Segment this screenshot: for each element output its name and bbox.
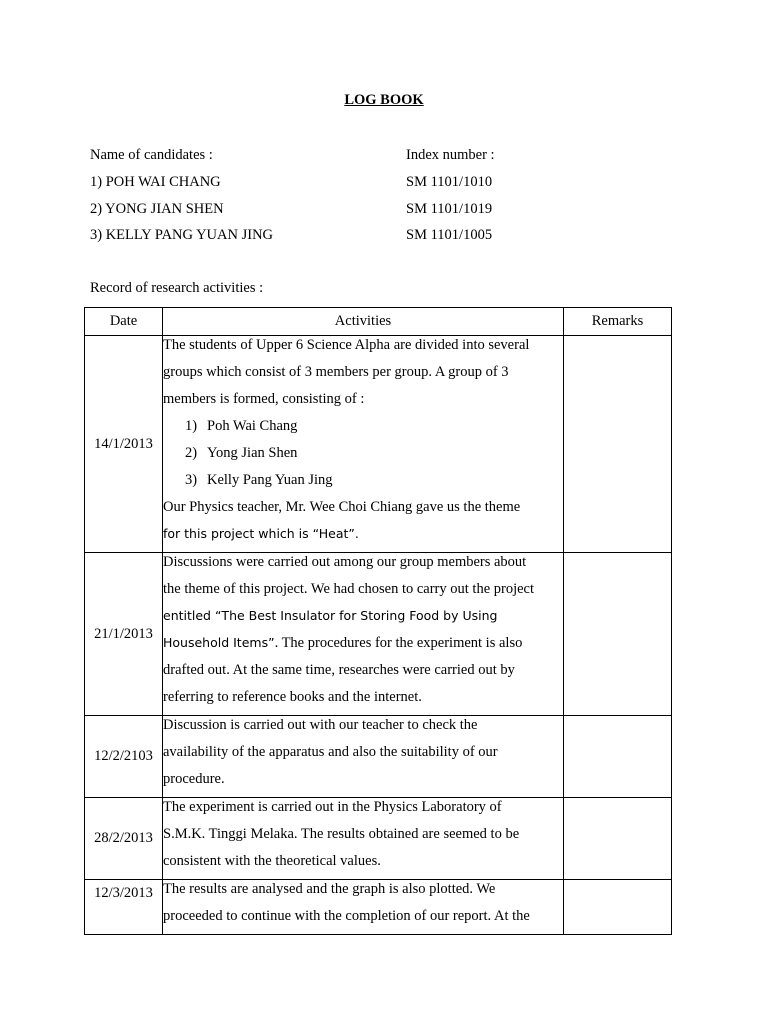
activity-line: groups which consist of 3 members per group. A group of 3 (163, 364, 509, 380)
activity-line: The experiment is carried out in the Physics Laboratory of (163, 799, 502, 815)
row-remarks (564, 553, 672, 716)
row-activities (163, 880, 564, 935)
row-date: 12/2/2103 (85, 716, 163, 798)
activity-line: Discussions were carried out among our group members about (163, 554, 527, 570)
member-list-item (163, 417, 563, 444)
column-header-date: Date (85, 308, 163, 336)
activity-line: availability of the apparatus and also the suitability of our (163, 744, 498, 760)
row-activities (163, 553, 564, 716)
activity-line: consistent with the theoretical values. (163, 853, 381, 869)
row-activities (163, 336, 564, 553)
table-header-row (85, 308, 672, 336)
column-header-activities: Activities (163, 308, 564, 336)
member-name: Kelly Pang Yuan Jing (207, 472, 333, 488)
row-activities (163, 716, 564, 798)
table-row (85, 716, 672, 798)
candidate-name: 1) POH WAI CHANG (90, 174, 221, 190)
member-list-item (163, 444, 563, 471)
column-header-remarks: Remarks (564, 308, 672, 336)
table-row (85, 336, 672, 553)
record-heading: Record of research activities : (90, 280, 264, 296)
activity-line-part: Household Items” (163, 635, 275, 650)
row-date: 21/1/2013 (85, 553, 163, 716)
activity-line: The students of Upper 6 Science Alpha are divided into several (163, 337, 530, 353)
activity-line: proceeded to continue with the completion of our report. At the (163, 908, 530, 924)
activity-line: Discussion is carried out with our teacher to check the (163, 717, 478, 733)
activity-line: procedure. (163, 771, 225, 787)
candidate-name: 2) YONG JIAN SHEN (90, 201, 224, 217)
activity-line: entitled “The Best Insulator for Storing Food by Using (163, 608, 498, 623)
row-remarks (564, 716, 672, 798)
activity-line: Our Physics teacher, Mr. Wee Choi Chiang gave us the theme (163, 499, 521, 515)
activity-line: the theme of this project. We had chosen to carry out the project (163, 581, 535, 597)
candidate-name: 3) KELLY PANG YUAN JING (90, 227, 274, 243)
candidate-row (90, 227, 690, 247)
candidate-row (90, 201, 690, 221)
activity-line (163, 634, 563, 661)
member-number: 2) (185, 445, 198, 461)
row-date: 14/1/2013 (85, 336, 163, 553)
page-title: LOG BOOK (344, 92, 424, 108)
activity-line: referring to reference books and the internet. (163, 689, 422, 705)
row-activities (163, 798, 564, 880)
member-list-item (163, 471, 563, 498)
member-number: 1) (185, 418, 198, 434)
row-date: 28/2/2013 (85, 798, 163, 880)
member-number: 3) (185, 472, 198, 488)
candidate-row (90, 174, 690, 194)
activity-line-part: . The procedures for the experiment is also (274, 635, 523, 651)
candidates-label: Name of candidates : (90, 147, 213, 163)
activity-log-table (84, 307, 672, 935)
activity-line: members is formed, consisting of : (163, 391, 365, 407)
table-row (85, 880, 672, 935)
index-number-label: Index number : (406, 147, 495, 163)
row-date: 12/3/2013 (85, 880, 163, 935)
table-row (85, 553, 672, 716)
activity-line: drafted out. At the same time, researches were carried out by (163, 662, 515, 678)
member-name: Poh Wai Chang (207, 418, 298, 434)
row-remarks (564, 336, 672, 553)
activity-line: S.M.K. Tinggi Melaka. The results obtained are seemed to be (163, 826, 520, 842)
activity-line: for this project which is “Heat”. (163, 526, 359, 541)
member-name: Yong Jian Shen (207, 445, 298, 461)
activity-line: The results are analysed and the graph is also plotted. We (163, 881, 496, 897)
candidate-index: SM 1101/1010 (406, 174, 493, 190)
table-row (85, 798, 672, 880)
candidates-header-row (90, 147, 690, 167)
row-remarks (564, 798, 672, 880)
row-remarks (564, 880, 672, 935)
candidate-index: SM 1101/1005 (406, 227, 493, 243)
candidate-index: SM 1101/1019 (406, 201, 493, 217)
